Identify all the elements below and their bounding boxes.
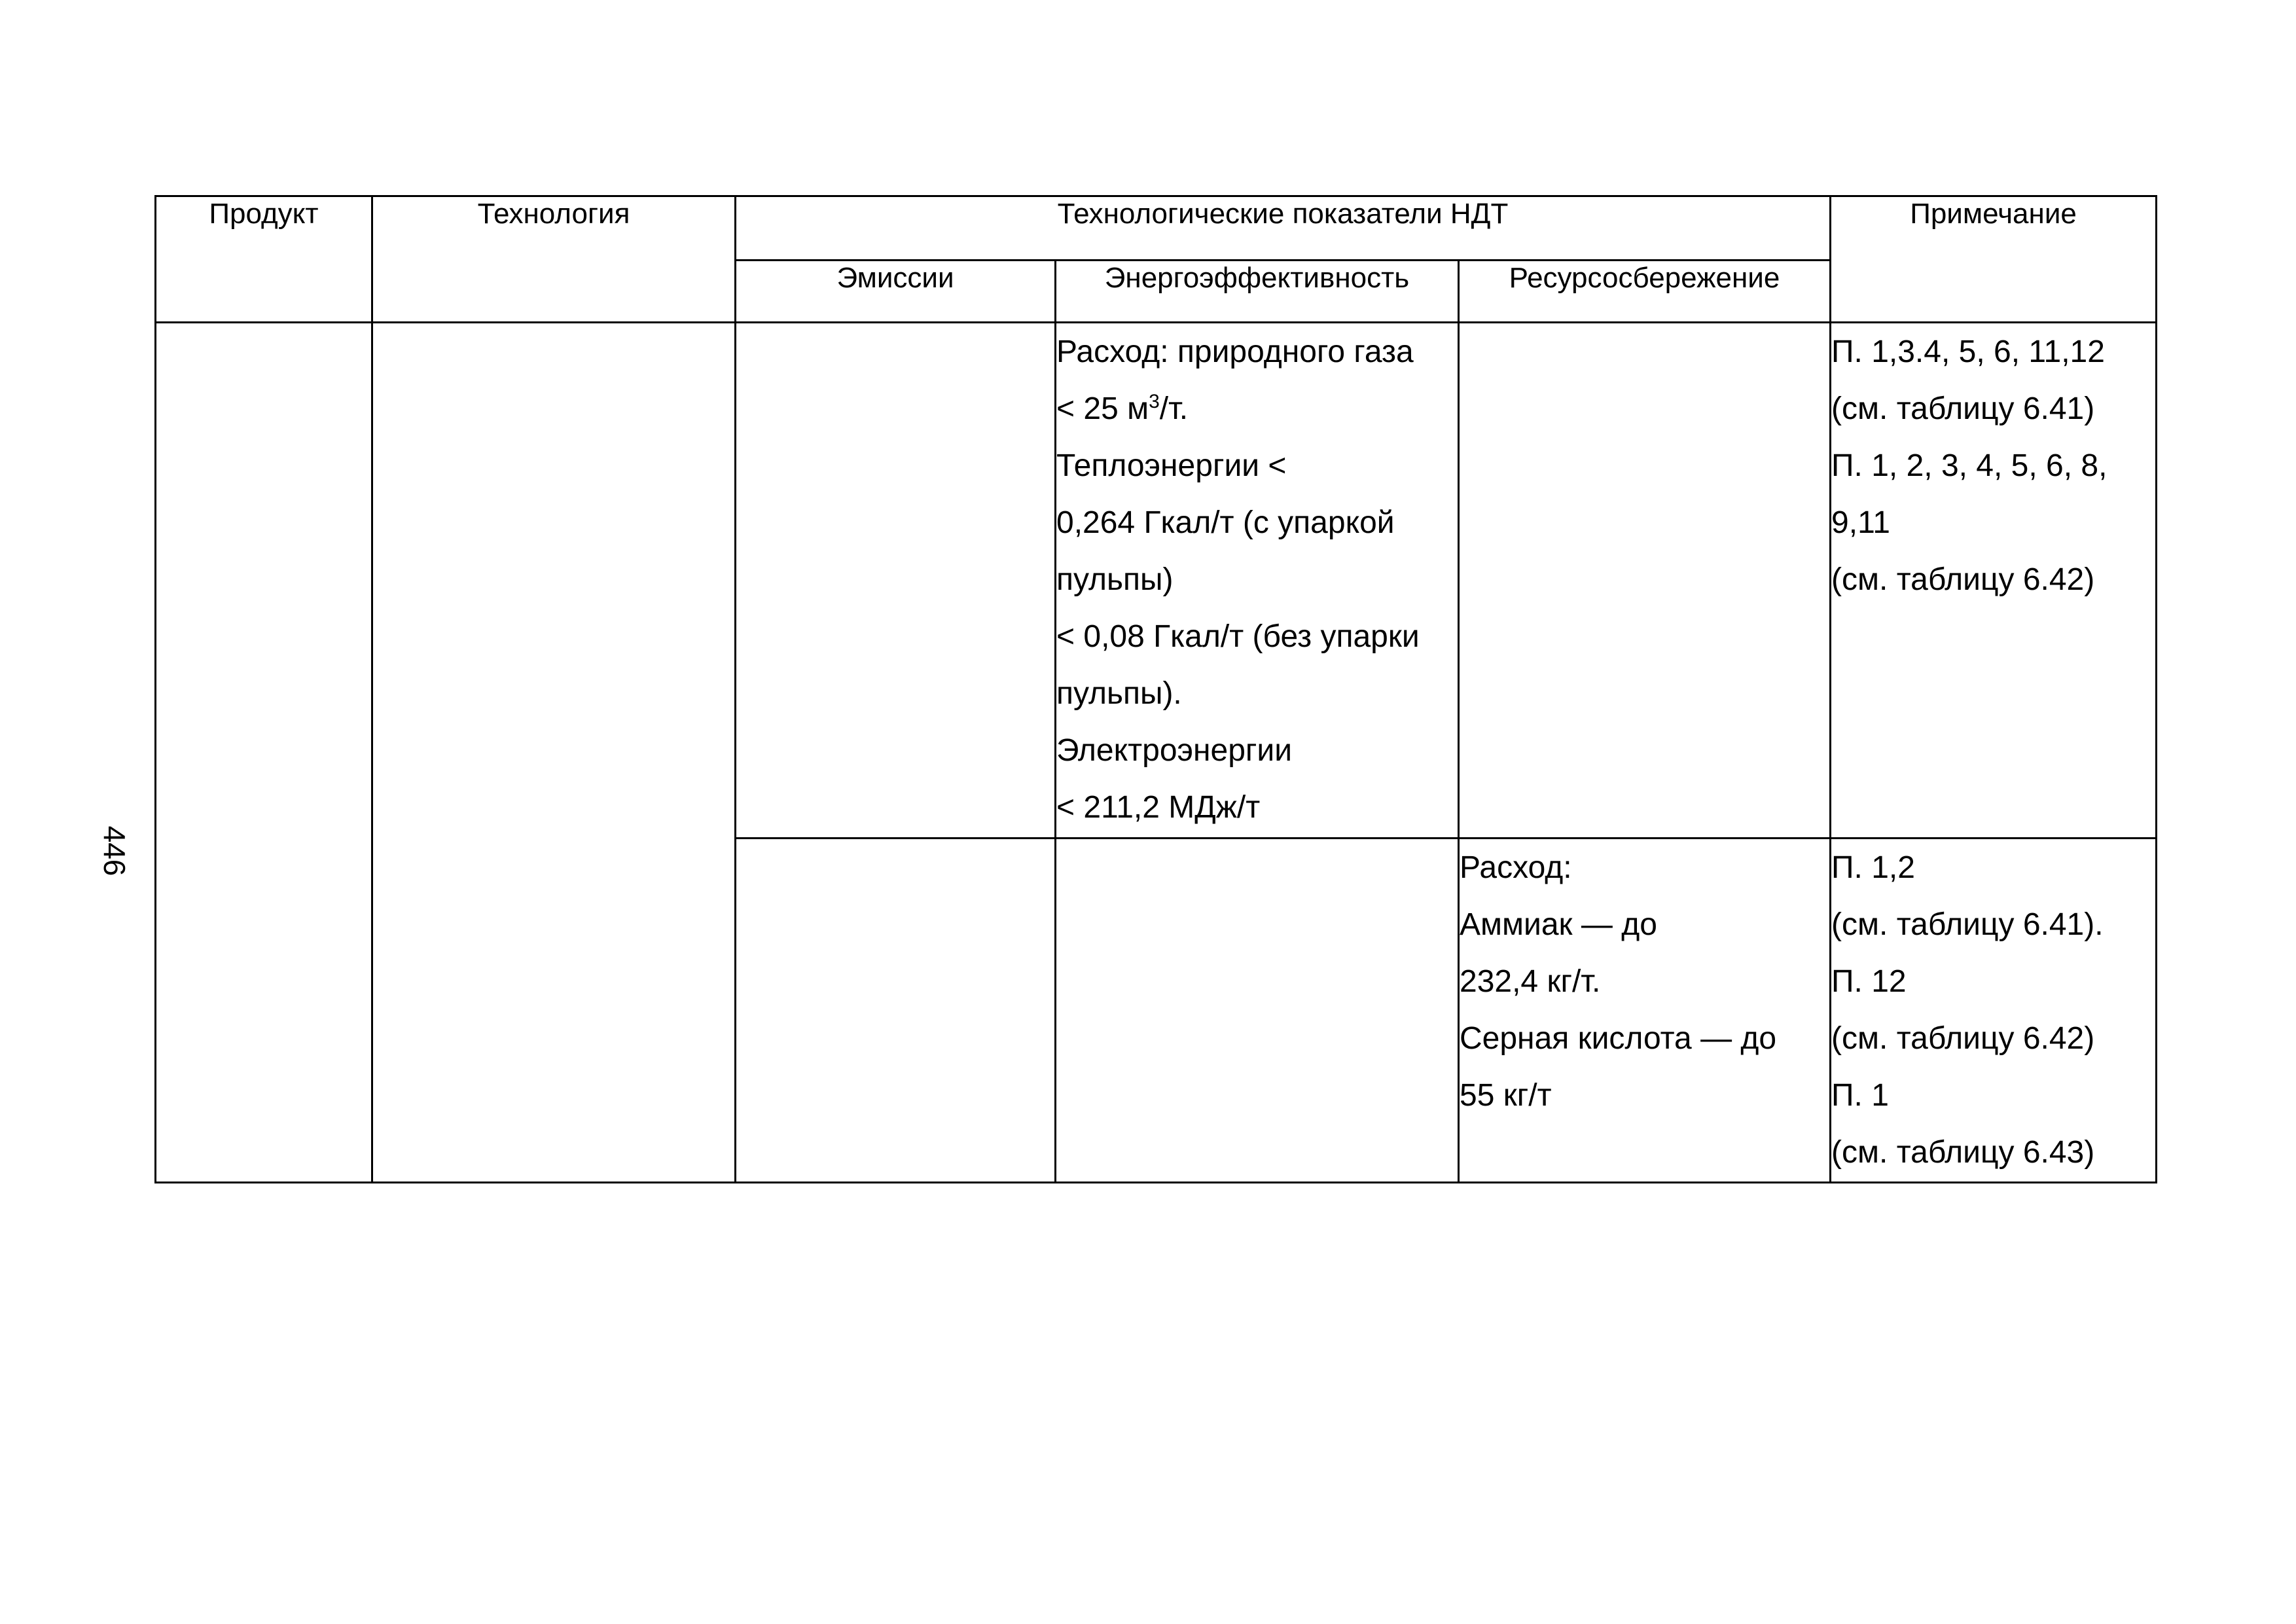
bat-indicators-table <box>154 195 2157 1183</box>
cell-energy-efficiency <box>1056 323 1459 839</box>
header-energy-efficiency: Энергоэффективность <box>1056 261 1459 323</box>
header-note: Примечание <box>1831 196 2157 323</box>
energy-gas-text: Расход: природного газа < 25 м <box>1056 334 1414 426</box>
energy-gas-unit: /т. <box>1159 391 1189 426</box>
cell-resource-saving <box>1459 323 1831 839</box>
page-number: 446 <box>98 825 132 876</box>
header-product: Продукт <box>156 196 372 323</box>
table-row <box>156 323 2157 839</box>
cell-note: П. 1,3.4, 5, 6, 11,12 (см. таблицу 6.41) П. 1, 2, 3, 4, 5, 6, 8, 9,11 (см. таблицу 6.42) <box>1831 323 2157 839</box>
cell-product <box>156 323 372 1183</box>
cell-technology <box>372 323 736 1183</box>
header-technology: Технология <box>372 196 736 323</box>
superscript: 3 <box>1149 391 1160 412</box>
header-resource-saving: Ресурсосбережение <box>1459 261 1831 323</box>
header-emissions: Эмиссии <box>736 261 1056 323</box>
cell-note: П. 1,2 (см. таблицу 6.41). П. 12 (см. таблицу 6.42) П. 1 (см. таблицу 6.43) <box>1831 839 2157 1183</box>
cell-emissions <box>736 839 1056 1183</box>
header-bat-indicators: Технологические показатели НДТ <box>736 196 1831 261</box>
cell-resource-saving: Расход: Аммиак — до 232,4 кг/т. Серная кислота — до 55 кг/т <box>1459 839 1831 1183</box>
energy-other-text: Теплоэнергии < 0,264 Гкал/т (с упаркой пульпы) < 0,08 Гкал/т (без упарки пульпы). Электроэнергии < 211,2 МДж/т <box>1056 448 1420 825</box>
cell-emissions <box>736 323 1056 839</box>
cell-energy-efficiency <box>1056 839 1459 1183</box>
